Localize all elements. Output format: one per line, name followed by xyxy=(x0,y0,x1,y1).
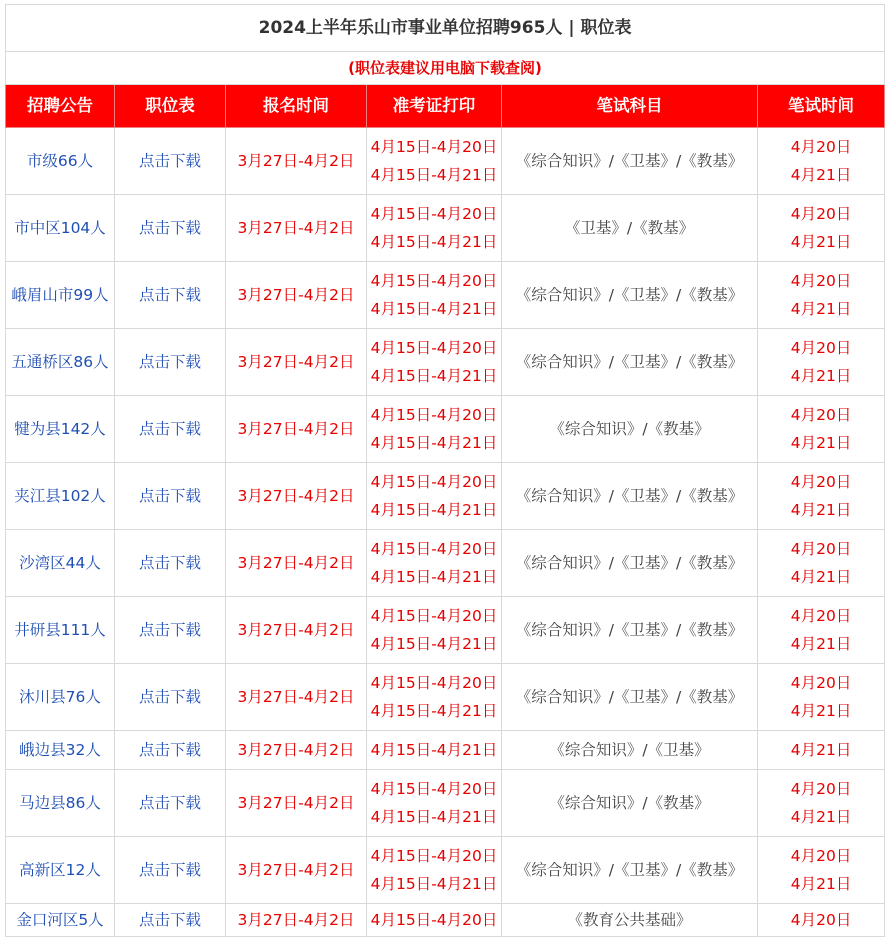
notice-link[interactable]: 夹江县102人 xyxy=(6,463,115,530)
admission-print-list xyxy=(367,597,501,663)
header-notice: 招聘公告 xyxy=(6,85,115,128)
exam-time-list xyxy=(758,597,884,663)
notice-link[interactable]: 市级66人 xyxy=(6,128,115,195)
exam-time-cell xyxy=(758,597,885,664)
exam-date: 4月20日 xyxy=(790,137,852,156)
exam-date: 4月20日 xyxy=(790,673,852,692)
exam-date: 4月21日 xyxy=(790,568,852,587)
exam-time-list xyxy=(758,837,884,903)
exam-date: 4月20日 xyxy=(790,204,852,223)
exam-time-cell xyxy=(758,731,885,770)
signup-time: 3月27日-4月2日 xyxy=(226,770,367,837)
exam-time-cell xyxy=(758,195,885,262)
exam-time-cell xyxy=(758,837,885,904)
exam-date: 4月20日 xyxy=(790,846,852,865)
exam-time-list xyxy=(758,664,884,730)
admission-print-list xyxy=(367,530,501,596)
recruitment-table xyxy=(5,4,885,937)
admission-print-cell xyxy=(367,597,502,664)
signup-time: 3月27日-4月2日 xyxy=(226,664,367,731)
exam-date: 4月21日 xyxy=(790,741,852,759)
exam-time-list xyxy=(758,262,884,328)
admission-print-date: 4月15日-4月20日 xyxy=(370,405,498,424)
exam-time-list xyxy=(758,910,884,930)
exam-date: 4月21日 xyxy=(790,808,852,827)
exam-date: 4月21日 xyxy=(790,702,852,721)
admission-print-cell xyxy=(367,837,502,904)
notice-link[interactable]: 马边县86人 xyxy=(6,770,115,837)
admission-print-list xyxy=(367,195,501,261)
exam-date: 4月20日 xyxy=(790,606,852,625)
admission-print-list xyxy=(367,837,501,903)
admission-print-date: 4月15日-4月21日 xyxy=(370,501,498,520)
exam-time-list xyxy=(758,740,884,760)
admission-print-date: 4月15日-4月20日 xyxy=(370,539,498,558)
admission-print-date: 4月15日-4月20日 xyxy=(370,472,498,491)
exam-date: 4月20日 xyxy=(790,338,852,357)
exam-date: 4月20日 xyxy=(790,405,852,424)
admission-print-date: 4月15日-4月21日 xyxy=(370,300,498,319)
exam-date: 4月20日 xyxy=(790,539,852,558)
table-row xyxy=(6,396,885,463)
header-signup-time: 报名时间 xyxy=(226,85,367,128)
table-header-row xyxy=(6,85,885,128)
exam-subjects: 《综合知识》/《卫基》 xyxy=(502,731,758,770)
exam-date: 4月21日 xyxy=(790,367,852,386)
exam-time-list xyxy=(758,770,884,836)
signup-time: 3月27日-4月2日 xyxy=(226,262,367,329)
exam-date: 4月21日 xyxy=(790,635,852,654)
header-admission-print: 准考证打印 xyxy=(367,85,502,128)
signup-time: 3月27日-4月2日 xyxy=(226,128,367,195)
exam-time-list xyxy=(758,530,884,596)
exam-time-cell xyxy=(758,262,885,329)
admission-print-date: 4月15日-4月21日 xyxy=(370,233,498,252)
download-link[interactable]: 点击下载 xyxy=(115,770,226,837)
exam-date: 4月20日 xyxy=(790,779,852,798)
download-link[interactable]: 点击下载 xyxy=(115,731,226,770)
admission-print-date: 4月15日-4月20日 xyxy=(370,204,498,223)
admission-print-date: 4月15日-4月20日 xyxy=(370,606,498,625)
exam-subjects: 《综合知识》/《教基》 xyxy=(502,770,758,837)
exam-time-cell xyxy=(758,904,885,937)
exam-time-cell xyxy=(758,128,885,195)
page-title: 2024上半年乐山市事业单位招聘965人 | 职位表 xyxy=(6,5,885,52)
exam-date: 4月21日 xyxy=(790,233,852,252)
exam-subjects: 《综合知识》/《卫基》/《教基》 xyxy=(502,837,758,904)
admission-print-date: 4月15日-4月20日 xyxy=(370,673,498,692)
exam-subjects: 《综合知识》/《卫基》/《教基》 xyxy=(502,530,758,597)
exam-subjects: 《卫基》/《教基》 xyxy=(502,195,758,262)
exam-subjects: 《综合知识》/《卫基》/《教基》 xyxy=(502,262,758,329)
download-link[interactable]: 点击下载 xyxy=(115,837,226,904)
exam-date: 4月21日 xyxy=(790,434,852,453)
admission-print-date: 4月15日-4月20日 xyxy=(370,779,498,798)
signup-time: 3月27日-4月2日 xyxy=(226,837,367,904)
exam-date: 4月21日 xyxy=(790,875,852,894)
notice-link[interactable]: 高新区12人 xyxy=(6,837,115,904)
download-link[interactable]: 点击下载 xyxy=(115,262,226,329)
signup-time: 3月27日-4月2日 xyxy=(226,904,367,937)
table-row xyxy=(6,530,885,597)
admission-print-cell xyxy=(367,770,502,837)
admission-print-list xyxy=(367,740,501,760)
exam-time-list xyxy=(758,195,884,261)
admission-print-cell xyxy=(367,396,502,463)
admission-print-date: 4月15日-4月20日 xyxy=(370,846,498,865)
admission-print-date: 4月15日-4月21日 xyxy=(370,741,498,759)
exam-time-cell xyxy=(758,770,885,837)
signup-time: 3月27日-4月2日 xyxy=(226,396,367,463)
table-row xyxy=(6,770,885,837)
admission-print-date: 4月15日-4月21日 xyxy=(370,568,498,587)
notice-link[interactable]: 金口河区5人 xyxy=(6,904,115,937)
signup-time: 3月27日-4月2日 xyxy=(226,597,367,664)
table-row xyxy=(6,731,885,770)
notice-link[interactable]: 峨眉山市99人 xyxy=(6,262,115,329)
signup-time: 3月27日-4月2日 xyxy=(226,530,367,597)
download-link[interactable]: 点击下载 xyxy=(115,128,226,195)
download-link[interactable]: 点击下载 xyxy=(115,396,226,463)
exam-time-cell xyxy=(758,530,885,597)
admission-print-list xyxy=(367,910,501,930)
admission-print-date: 4月15日-4月21日 xyxy=(370,635,498,654)
download-link[interactable]: 点击下载 xyxy=(115,329,226,396)
exam-time-list xyxy=(758,396,884,462)
admission-print-cell xyxy=(367,262,502,329)
exam-subjects: 《综合知识》/《卫基》/《教基》 xyxy=(502,329,758,396)
signup-time: 3月27日-4月2日 xyxy=(226,731,367,770)
exam-time-list xyxy=(758,128,884,194)
table-row xyxy=(6,837,885,904)
admission-print-cell xyxy=(367,731,502,770)
header-position-table: 职位表 xyxy=(115,85,226,128)
exam-date: 4月20日 xyxy=(790,271,852,290)
exam-subjects: 《综合知识》/《教基》 xyxy=(502,396,758,463)
admission-print-cell xyxy=(367,664,502,731)
notice-link[interactable]: 五通桥区86人 xyxy=(6,329,115,396)
signup-time: 3月27日-4月2日 xyxy=(226,195,367,262)
signup-time: 3月27日-4月2日 xyxy=(226,329,367,396)
exam-subjects: 《综合知识》/《卫基》/《教基》 xyxy=(502,128,758,195)
admission-print-list xyxy=(367,463,501,529)
exam-time-cell xyxy=(758,463,885,530)
header-exam-time: 笔试时间 xyxy=(758,85,885,128)
exam-subjects: 《教育公共基础》 xyxy=(502,904,758,937)
exam-date: 4月21日 xyxy=(790,300,852,319)
admission-print-date: 4月15日-4月20日 xyxy=(370,338,498,357)
download-link[interactable]: 点击下载 xyxy=(115,904,226,937)
admission-print-cell xyxy=(367,904,502,937)
signup-time: 3月27日-4月2日 xyxy=(226,463,367,530)
admission-print-list xyxy=(367,664,501,730)
admission-print-cell xyxy=(367,463,502,530)
download-link[interactable]: 点击下载 xyxy=(115,597,226,664)
page-subtitle: (职位表建议用电脑下载查阅) xyxy=(6,52,885,85)
admission-print-date: 4月15日-4月21日 xyxy=(370,434,498,453)
table-row xyxy=(6,904,885,937)
recruitment-table-container xyxy=(5,4,884,937)
table-row xyxy=(6,463,885,530)
exam-date: 4月21日 xyxy=(790,501,852,520)
admission-print-date: 4月15日-4月20日 xyxy=(370,271,498,290)
admission-print-list xyxy=(367,128,501,194)
admission-print-date: 4月15日-4月20日 xyxy=(370,137,498,156)
table-row xyxy=(6,262,885,329)
exam-time-list xyxy=(758,463,884,529)
table-row xyxy=(6,664,885,731)
download-link[interactable]: 点击下载 xyxy=(115,463,226,530)
exam-time-cell xyxy=(758,396,885,463)
table-row xyxy=(6,128,885,195)
admission-print-cell xyxy=(367,329,502,396)
admission-print-date: 4月15日-4月21日 xyxy=(370,702,498,721)
exam-time-cell xyxy=(758,664,885,731)
admission-print-list xyxy=(367,262,501,328)
exam-date: 4月20日 xyxy=(790,911,852,929)
admission-print-list xyxy=(367,329,501,395)
admission-print-date: 4月15日-4月20日 xyxy=(370,911,498,929)
notice-link[interactable]: 市中区104人 xyxy=(6,195,115,262)
notice-link[interactable]: 犍为县142人 xyxy=(6,396,115,463)
admission-print-list xyxy=(367,770,501,836)
table-row xyxy=(6,329,885,396)
table-row xyxy=(6,195,885,262)
exam-time-cell xyxy=(758,329,885,396)
exam-subjects: 《综合知识》/《卫基》/《教基》 xyxy=(502,463,758,530)
notice-link[interactable]: 峨边县32人 xyxy=(6,731,115,770)
download-link[interactable]: 点击下载 xyxy=(115,530,226,597)
admission-print-date: 4月15日-4月21日 xyxy=(370,166,498,185)
notice-link[interactable]: 井研县111人 xyxy=(6,597,115,664)
exam-date: 4月20日 xyxy=(790,472,852,491)
exam-subjects: 《综合知识》/《卫基》/《教基》 xyxy=(502,597,758,664)
exam-time-list xyxy=(758,329,884,395)
admission-print-list xyxy=(367,396,501,462)
table-row xyxy=(6,597,885,664)
admission-print-date: 4月15日-4月21日 xyxy=(370,808,498,827)
header-exam-subjects: 笔试科目 xyxy=(502,85,758,128)
admission-print-cell xyxy=(367,195,502,262)
exam-subjects: 《综合知识》/《卫基》/《教基》 xyxy=(502,664,758,731)
admission-print-cell xyxy=(367,128,502,195)
admission-print-date: 4月15日-4月21日 xyxy=(370,367,498,386)
exam-date: 4月21日 xyxy=(790,166,852,185)
admission-print-date: 4月15日-4月21日 xyxy=(370,875,498,894)
download-link[interactable]: 点击下载 xyxy=(115,664,226,731)
notice-link[interactable]: 沐川县76人 xyxy=(6,664,115,731)
admission-print-cell xyxy=(367,530,502,597)
download-link[interactable]: 点击下载 xyxy=(115,195,226,262)
notice-link[interactable]: 沙湾区44人 xyxy=(6,530,115,597)
